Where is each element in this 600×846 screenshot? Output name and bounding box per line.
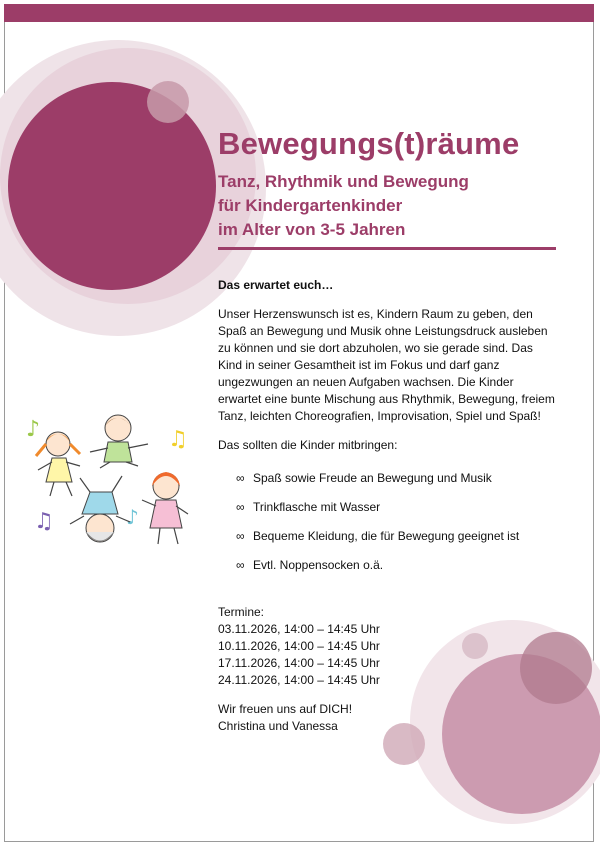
lead-heading: Das erwartet euch…	[218, 278, 334, 292]
dates-label: Termine:	[218, 605, 265, 619]
list-item	[236, 522, 558, 551]
subtitle-line: im Alter von 3-5 Jahren	[218, 220, 406, 239]
list-item	[236, 464, 558, 493]
needs-heading: Das sollten die Kinder mitbringen:	[218, 438, 398, 452]
closing-text: Wir freuen uns auf DICH!	[218, 702, 353, 716]
infinity-bullet-icon: ∞	[236, 500, 245, 514]
music-note-icon: ♫	[168, 427, 188, 452]
small-circle-top	[147, 81, 189, 123]
child-girl-right	[142, 472, 188, 544]
dancing-children-illustration	[22, 404, 190, 552]
list-item-text: Bequeme Kleidung, die für Bewegung geeignet ist	[253, 529, 520, 543]
music-note-icon: ♫	[34, 509, 54, 534]
subtitle-line: für Kindergartenkinder	[218, 196, 403, 215]
title-divider	[218, 247, 556, 250]
date-entry: 10.11.2026, 14:00 – 14:45 Uhr	[218, 639, 380, 653]
list-item-text: Spaß sowie Freude an Bewegung und Musik	[253, 471, 492, 485]
child-boy-top	[90, 415, 148, 468]
date-entry: 03.11.2026, 14:00 – 14:45 Uhr	[218, 622, 380, 636]
flyer-title: Bewegungs(t)räume	[218, 126, 520, 161]
flyer-content	[218, 277, 558, 735]
child-upside-down	[70, 476, 130, 542]
subtitle-line: Tanz, Rhythmik und Bewegung	[218, 172, 469, 191]
list-item	[236, 551, 558, 580]
infinity-bullet-icon: ∞	[236, 471, 245, 485]
music-note-icon: ♪	[126, 505, 139, 529]
infinity-bullet-icon: ∞	[236, 558, 245, 572]
closing-block	[218, 701, 558, 735]
flyer-subtitle	[218, 170, 469, 242]
intro-paragraph: Unser Herzenswunsch ist es, Kindern Raum zu geben, den Spaß an Bewegung und Musik ohne Leistungsdruck ausleben zu können und sie dort abzuholen, wo sie gerade sind. Das Kind in seiner Gesamtheit ist im Fokus und darf ganz ungezwungen an neuen Aufgaben wachsen. Die Kinder erwartet eine bunte Mischung aus Rhythmik, Bewegung, freiem Tanz, leichten Choreografien, Improvisation, Spiel und Spaß!	[218, 307, 555, 423]
needs-list	[218, 464, 558, 580]
list-item-text: Evtl. Noppensocken o.ä.	[253, 558, 384, 572]
list-item-text: Trinkflasche mit Wasser	[253, 500, 381, 514]
signature: Christina und Vanessa	[218, 719, 338, 733]
list-item	[236, 493, 558, 522]
music-note-icon: ♪	[26, 417, 41, 442]
date-entry: 17.11.2026, 14:00 – 14:45 Uhr	[218, 656, 380, 670]
child-girl-left	[36, 432, 80, 496]
infinity-bullet-icon: ∞	[236, 529, 245, 543]
dates-block	[218, 604, 558, 689]
date-entry: 24.11.2026, 14:00 – 14:45 Uhr	[218, 673, 380, 687]
